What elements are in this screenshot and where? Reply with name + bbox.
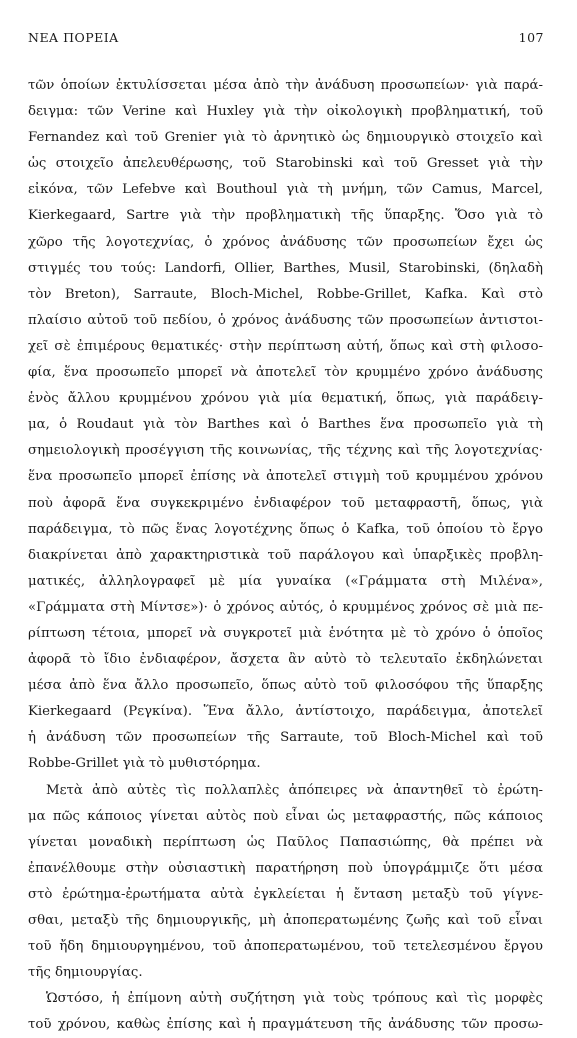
text-line: πλαίσιο αὐτοῦ τοῦ πεδίου, ὁ χρόνος ἀνάδυσης τῶν προσωπείων ἀντιστοι- xyxy=(28,312,543,328)
text-line: σημειολογικὴ προσέγγιση τῆς κοινωνίας, τῆς τέχνης καὶ τῆς λογοτεχνίας· xyxy=(28,443,543,459)
running-header xyxy=(28,30,544,52)
text-line: ἑνὸς ἄλλου κρυμμένου χρόνου γιὰ μία θεματική, ὅπως, γιὰ παράδειγ- xyxy=(28,391,543,407)
text-line: Ὡστόσο, ἡ ἐπίμονη αὐτὴ συζήτηση γιὰ τοὺς τρόπους καὶ τὶς μορφὲς xyxy=(46,991,543,1007)
text-line: παράδειγμα, τὸ πῶς ἕνας λογοτέχνης ὅπως ὁ Kafka, τοῦ ὁποίου τὸ ἔργο xyxy=(28,521,543,537)
text-line: σθαι, μεταξὺ τῆς δημιουργικῆς, μὴ ἀποπερατωμένης ζωῆς καὶ τοῦ εἶναι xyxy=(28,913,543,928)
text-line: μέσα ἀπὸ ἕνα ἄλλο προσωπεῖο, ὅπως αὐτὸ τοῦ φιλοσόφου τῆς ὕπαρξης xyxy=(28,678,543,694)
body-text xyxy=(28,73,543,1038)
text-line: ρίπτωση τέτοια, μπορεῖ νὰ συγκροτεῖ μιὰ ἑνότητα μὲ τὸ χρόνο ὁ ὁποῖος xyxy=(28,625,543,641)
text-line: τῆς δημιουργίας. xyxy=(28,965,143,981)
text-line: Fernandez καὶ τοῦ Grenier γιὰ τὸ ἀρνητικὸ ὡς δημιουργικὸ στοιχεῖο καὶ xyxy=(28,130,543,146)
text-line: φία, ἕνα προσωπεῖο μπορεῖ νὰ ἀποτελεῖ τὸν κρυμμένο χρόνο ἀνάδυσης xyxy=(28,365,543,381)
text-line: δειγμα: τῶν Verine καὶ Huxley γιὰ τὴν οἰκολογικὴ προβληματική, τοῦ xyxy=(28,104,543,120)
page-number: 107 xyxy=(518,30,544,45)
text-line: τῶν ὁποίων ἐκτυλίσσεται μέσα ἀπὸ τὴν ἀνάδυση προσωπείων· γιὰ παρά- xyxy=(28,78,543,93)
text-line: ποὺ ἀφορᾶ ἕνα συγκεκριμένο ἐνδιαφέρον τοῦ μεταφραστῆ, ὅπως, γιὰ xyxy=(28,495,543,511)
text-line: ἕνα προσωπεῖο μπορεῖ ἐπίσης νὰ ἀποτελεῖ στιγμὴ τοῦ κρυμμένου χρόνου xyxy=(28,469,543,485)
text-line: χῶρο τῆς λογοτεχνίας, ὁ χρόνος ἀνάδυσης τῶν προσωπείων ἔχει ὡς xyxy=(28,234,543,250)
text-line: Kierkegaard, Sartre γιὰ τὴν προβληματικὴ τῆς ὕπαρξης. Ὅσο γιὰ τὸ xyxy=(28,208,543,224)
text-line: τὸν Breton), Sarraute, Bloch-Michel, Robbe-Grillet, Kafka. Καὶ στὸ xyxy=(28,286,543,302)
paragraph xyxy=(28,778,543,987)
text-line: ἡ ἀνάδυση τῶν προσωπείων τῆς Sarraute, τοῦ Bloch-Michel καὶ τοῦ xyxy=(28,730,543,746)
text-line: «Γράμματα στὴ Μίντσε»)· ὁ χρόνος αὐτός, ὁ κρυμμένος χρόνος σὲ μιὰ πε- xyxy=(28,599,543,615)
text-line: Kierkegaard (Ρεγκίνα). Ἕνα ἄλλο, ἀντίστοιχο, παράδειγμα, ἀποτελεῖ xyxy=(28,704,543,720)
text-line: ὡς στοιχεῖο ἀπελευθέρωσης, τοῦ Starobinski καὶ τοῦ Gresset γιὰ τὴν xyxy=(28,156,543,172)
text-line: γίνεται μοναδικὴ περίπτωση ὡς Παῦλος Παπασιώπης, θὰ πρέπει νὰ xyxy=(28,834,543,850)
text-line: μα, ὁ Roudaut γιὰ τὸν Barthes καὶ ὁ Barthes ἕνα προσωπεῖο γιὰ τὴ xyxy=(28,417,543,433)
text-line: τοῦ χρόνου, καθὼς ἐπίσης καὶ ἡ πραγμάτευση τῆς ἀνάδυσης τῶν προσω- xyxy=(28,1017,543,1033)
text-line: χεῖ σὲ ἐπιμέρους θεματικές· στὴν περίπτωση αὐτή, ὅπως καὶ στὴ φιλοσο- xyxy=(28,338,543,354)
text-line: στὸ ἐρώτημα-ἐρωτήματα αὐτὰ ἐγκλείεται ἡ ἔνταση μεταξὺ τοῦ γίγνε- xyxy=(28,886,543,902)
text-line: διακρίνεται ἀπὸ χαρακτηριστικὰ τοῦ παράλογου καὶ ὑπαρξικὲς προβλη- xyxy=(28,547,543,563)
text-line: ἐπανέλθουμε στὴν οὐσιαστικὴ παρατήρηση ποὺ ὑπογράμμιζε ὅτι μέσα xyxy=(28,860,543,876)
text-line: ἀφορᾶ τὸ ἴδιο ἐνδιαφέρον, ἄσχετα ἂν αὐτὸ τὸ τελευταῖο ἐκδηλώνεται xyxy=(28,652,543,668)
paragraph xyxy=(28,986,543,1038)
text-line: Robbe-Grillet γιὰ τὸ μυθιστόρημα. xyxy=(28,756,261,772)
text-line: Μετὰ ἀπὸ αὐτὲς τὶς πολλαπλὲς ἀπόπειρες νὰ ἀπαντηθεῖ τὸ ἐρώτη- xyxy=(46,782,543,798)
text-line: στιγμές του τούς: Landorfi, Ollier, Barthes, Musil, Starobinski, (δηλαδὴ xyxy=(28,260,543,276)
running-title: ΝΕΑ ΠΟΡΕΙΑ xyxy=(28,30,119,45)
paragraph xyxy=(28,73,543,778)
text-line: ματικές, ἀλληλογραφεῖ μὲ μία γυναίκα («Γράμματα στὴ Μιλένα», xyxy=(28,573,543,589)
text-line: τοῦ ἤδη δημιουργημένου, τοῦ ἀποπερατωμένου, τοῦ τετελεσμένου ἔργου xyxy=(28,939,543,955)
text-line: μα πῶς κάποιος γίνεται αὐτὸς ποὺ εἶναι ὡς μεταφραστής, πῶς κάποιος xyxy=(28,808,543,824)
text-line: εἰκόνα, τῶν Lefebve καὶ Bouthoul γιὰ τὴ μνήμη, τῶν Camus, Marcel, xyxy=(28,182,543,198)
